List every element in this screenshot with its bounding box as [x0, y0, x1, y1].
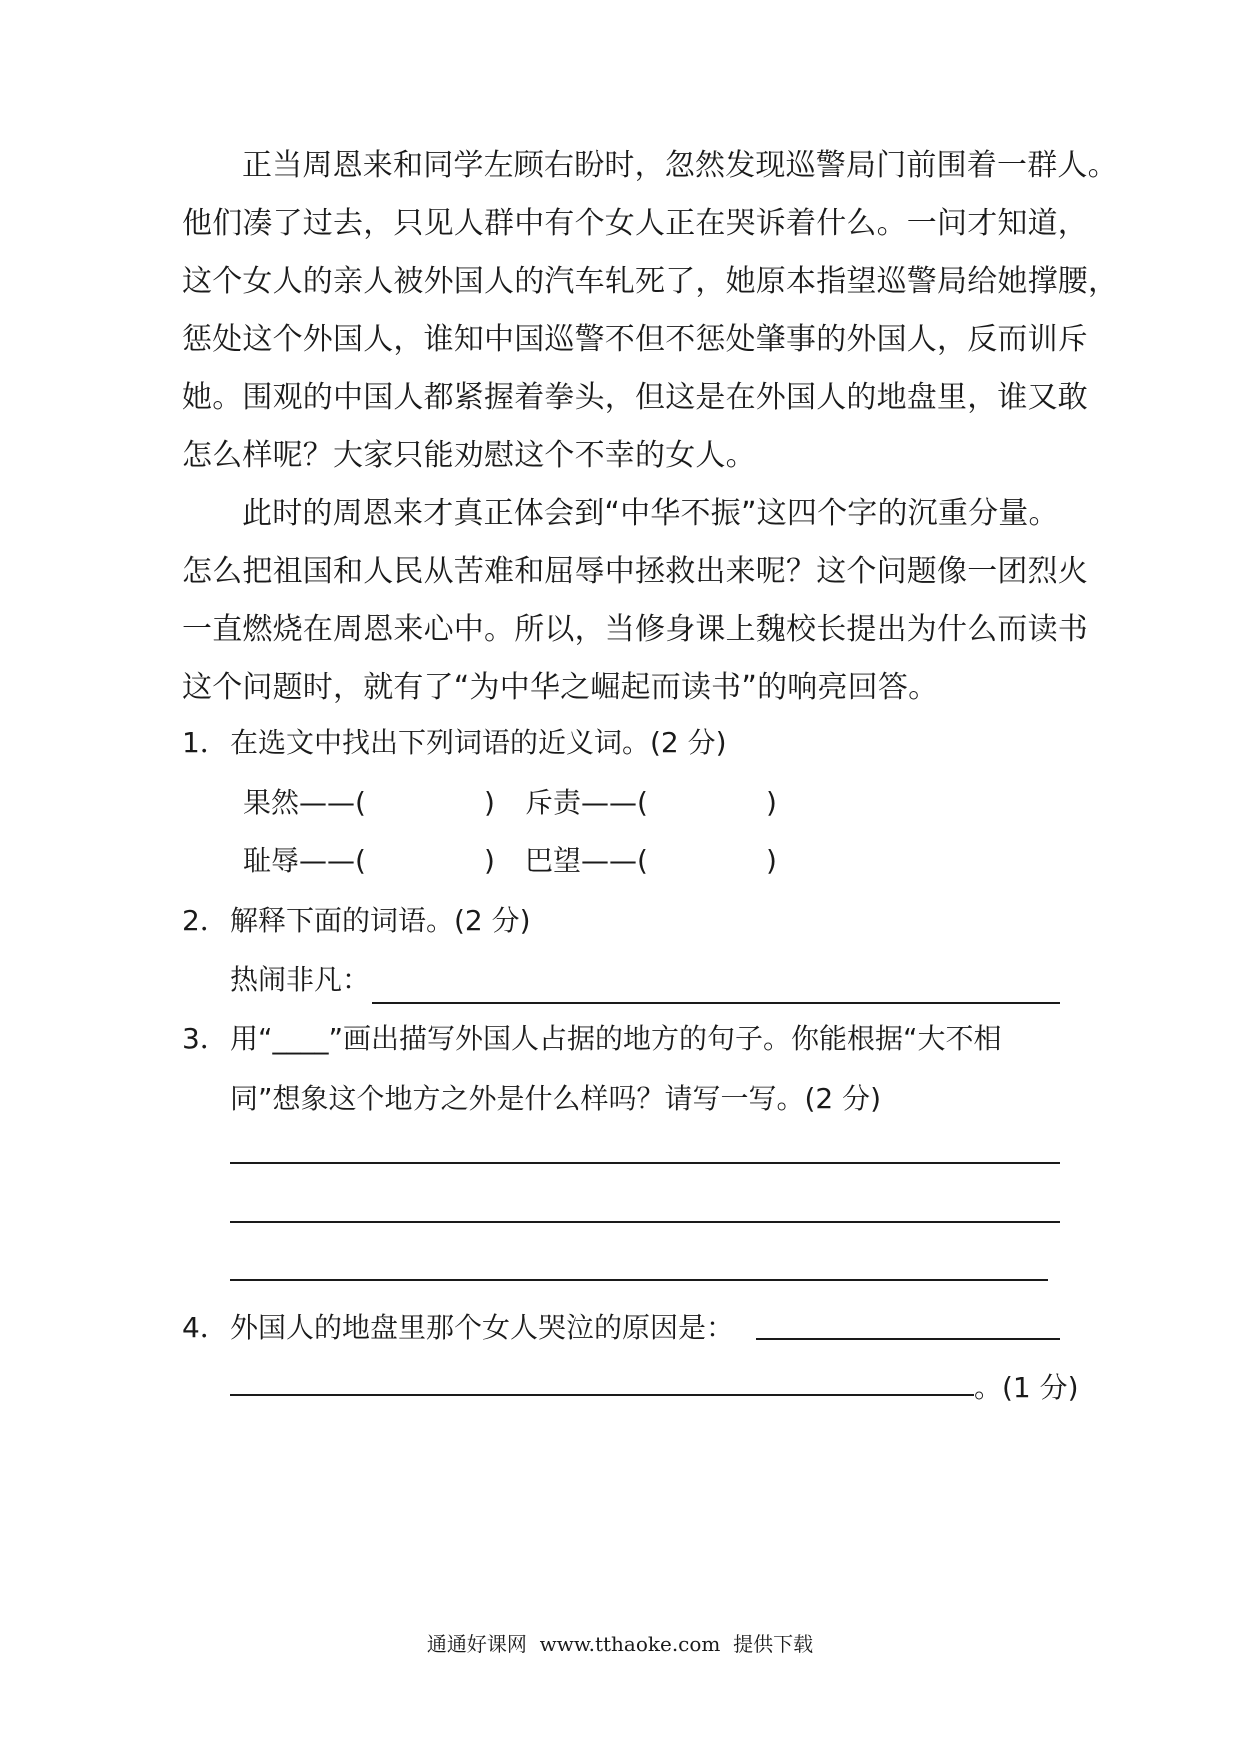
question-2-text: 解释下面的词语。(2 分)	[230, 904, 531, 937]
question-4-number: 4．	[182, 1311, 228, 1344]
synonym-close-paren: )	[484, 844, 495, 877]
synonym-close-paren: )	[766, 786, 777, 819]
answer-line	[372, 1002, 1060, 1004]
question-3-number: 3．	[182, 1022, 228, 1055]
passage-line: 怎么把祖国和人民从苦难和屈辱中拯救出来呢？这个问题像一团烈火	[182, 554, 1088, 589]
synonym-close-paren: )	[766, 844, 777, 877]
answer-line	[230, 1162, 1060, 1164]
question-1-number: 1．	[182, 726, 228, 759]
passage-line: 他们凑了过去，只见人群中有个女人正在哭诉着什么。一问才知道，	[182, 206, 1088, 241]
question-1-text: 在选文中找出下列词语的近义词。(2 分)	[230, 726, 727, 759]
synonym-close-paren: )	[484, 786, 495, 819]
answer-line	[230, 1394, 974, 1396]
synonym-item-3: 耻辱——(	[243, 844, 366, 877]
passage-line: 她。围观的中国人都紧握着拳头，但这是在外国人的地盘里，谁又敢	[182, 380, 1088, 415]
footer-watermark: 通通好课网 www.tthaoke.com 提供下载	[426, 1632, 814, 1656]
question-4-text: 外国人的地盘里那个女人哭泣的原因是：	[230, 1311, 735, 1344]
synonym-item-1: 果然——(	[243, 786, 366, 819]
passage-line: 怎么样呢？大家只能劝慰这个不幸的女人。	[182, 438, 756, 473]
passage-line: 惩处这个外国人，谁知中国巡警不但不惩处肇事的外国人，反而训斥	[182, 322, 1088, 357]
question-4-score: 。(1 分)	[974, 1371, 1079, 1404]
answer-line	[230, 1221, 1060, 1223]
synonym-item-4: 巴望——(	[525, 844, 648, 877]
question-3-line-1: 用“____”画出描写外国人占据的地方的句子。你能根据“大不相	[230, 1022, 1002, 1055]
question-2-number: 2．	[182, 904, 228, 937]
passage-line: 一直燃烧在周恩来心中。所以，当修身课上魏校长提出为什么而读书	[182, 612, 1088, 647]
passage-line: 此时的周恩来才真正体会到“中华不振”这四个字的沉重分量。	[242, 496, 1059, 531]
passage-line: 这个女人的亲人被外国人的汽车轧死了，她原本指望巡警局给她撑腰，	[182, 264, 1119, 299]
passage-line: 正当周恩来和同学左顾右盼时，忽然发现巡警局门前围着一群人。	[242, 148, 1118, 183]
answer-line	[230, 1279, 1048, 1281]
question-2-term: 热闹非凡：	[230, 963, 371, 996]
synonym-item-2: 斥责——(	[525, 786, 648, 819]
passage-line: 这个问题时，就有了“为中华之崛起而读书”的响亮回答。	[182, 670, 939, 705]
answer-line	[756, 1338, 1060, 1340]
question-3-line-2: 同”想象这个地方之外是什么样吗？请写一写。(2 分)	[230, 1082, 882, 1115]
